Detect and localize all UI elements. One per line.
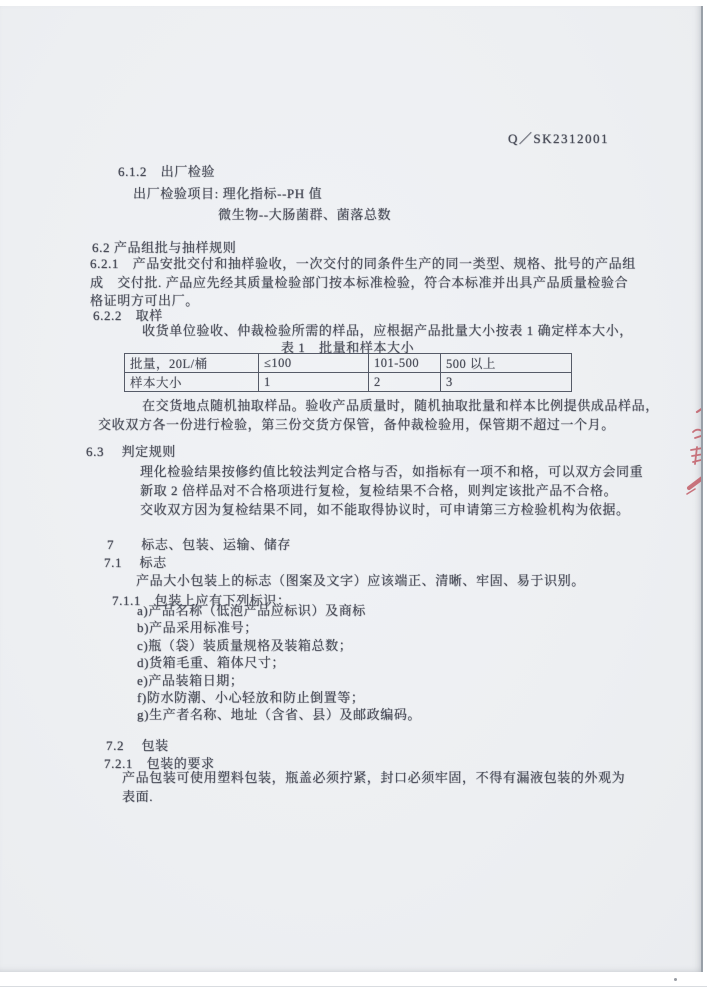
label-list-item: b)产品采用标准号； <box>137 620 258 636</box>
paragraph-line: 新取 2 倍样品对不合格项进行复检，复检结果不合格，则判定该批产品不合格。 <box>140 483 618 498</box>
paragraph-line: 表面. <box>122 788 154 804</box>
heading-7: 7 标志、包装、运输、储存 <box>107 537 291 552</box>
scan-speck <box>674 978 677 981</box>
table-cell: 批量，20L/桶 <box>125 354 259 373</box>
heading-7-2-1: 7.2.1 包装的要求 <box>104 756 215 771</box>
document-code: Q／SK2312001 <box>508 131 610 146</box>
paragraph-line: 产品包装可使用塑料包装，瓶盖必须拧紧，封口必须牢固，不得有漏液包装的外观为 <box>122 770 626 785</box>
paragraph-6-3 <box>140 462 643 519</box>
line-marking-requirement: 产品大小包装上的标志（图案及文字）应该端正、清晰、牢固、易于识别。 <box>136 573 585 588</box>
label-list-item: e)产品装箱日期； <box>137 672 244 688</box>
paragraph-after-table <box>98 397 659 434</box>
scan-edge-line <box>0 986 707 987</box>
label-list-item: a)产品名称（低泡产品应标识）及商标 <box>137 603 366 618</box>
paragraph-line: 交收双方因为复检结果不同，如不能取得协议时，可申请第三方检验机构为依据。 <box>140 502 630 517</box>
paragraph-6-2-1 <box>90 255 636 311</box>
heading-7-2: 7.2 包装 <box>106 738 169 753</box>
label-list-item: g)生产者名称、地址（含省、县）及邮政编码。 <box>137 707 422 723</box>
heading-6-2: 6.2 产品组批与抽样规则 <box>92 240 237 255</box>
paragraph-line: 交收双方各一份进行检验，第三份交货方保管，备仲裁检验用，保管期不超过一个月。 <box>98 416 615 432</box>
label-list-item: f)防水防潮、小心轻放和防止倒置等； <box>137 689 365 705</box>
label-list-7-1-1 <box>137 602 421 724</box>
sample-size-table <box>124 353 572 392</box>
label-list-item: c)瓶（袋）装质量规格及装箱总数； <box>137 637 353 653</box>
red-stamp-partial-icon <box>683 402 703 512</box>
paragraph-line: 成 交付批. 产品应先经其质量检验部门按本标准检验，符合本标准并出具产品质量检验合 <box>90 274 629 290</box>
table-cell: 101-500 <box>369 354 441 373</box>
heading-6-3: 6.3 判定规则 <box>86 444 176 459</box>
paragraph-line: 6.2.1 产品安批交付和抽样验收，一次交付的同条件生产的同一类型、规格、批号的产品组 <box>90 256 636 271</box>
line-factory-inspection-items: 出厂检验项目: 理化指标--PH 值 <box>133 186 323 201</box>
label-list-item: d)货箱毛重、箱体尺寸； <box>137 655 286 671</box>
paragraph-line: 在交货地点随机抽取样品。验收产品质量时，随机抽取批量和样本比例提供成品样品， <box>142 398 659 413</box>
table-cell: 1 <box>259 373 369 392</box>
paragraph-line: 理化检验结果按修约值比较法判定合格与否，如指标有一项不和格，可以双方会同重 <box>140 464 644 479</box>
table-cell: 2 <box>369 373 441 392</box>
paragraph-line: 格证明方可出厂。 <box>90 293 199 309</box>
table-cell: ≤100 <box>259 354 369 373</box>
table-caption: 表 1 批量和样本大小 <box>280 340 415 355</box>
table-row-batch <box>125 354 572 373</box>
table-cell: 500 以上 <box>441 354 572 373</box>
heading-7-1-1: 7.1.1 包装上应有下列标识： <box>112 593 291 608</box>
table-cell: 样本大小 <box>125 373 259 392</box>
table-row-sample-size <box>125 373 572 392</box>
heading-7-1: 7.1 标志 <box>104 555 167 570</box>
line-sampling-rule: 收货单位验收、仲裁检验所需的样品，应根据产品批量大小按表 1 确定样本大小， <box>142 323 633 338</box>
paragraph-7-2-1 <box>122 769 625 806</box>
heading-6-2-2: 6.2.2 取样 <box>93 308 163 323</box>
line-microbe-indicators: 微生物--大肠菌群、菌落总数 <box>218 207 392 222</box>
heading-6-1-2: 6.1.2 出厂检验 <box>118 164 215 179</box>
scanned-document-page <box>0 6 703 972</box>
table-cell: 3 <box>441 373 572 392</box>
